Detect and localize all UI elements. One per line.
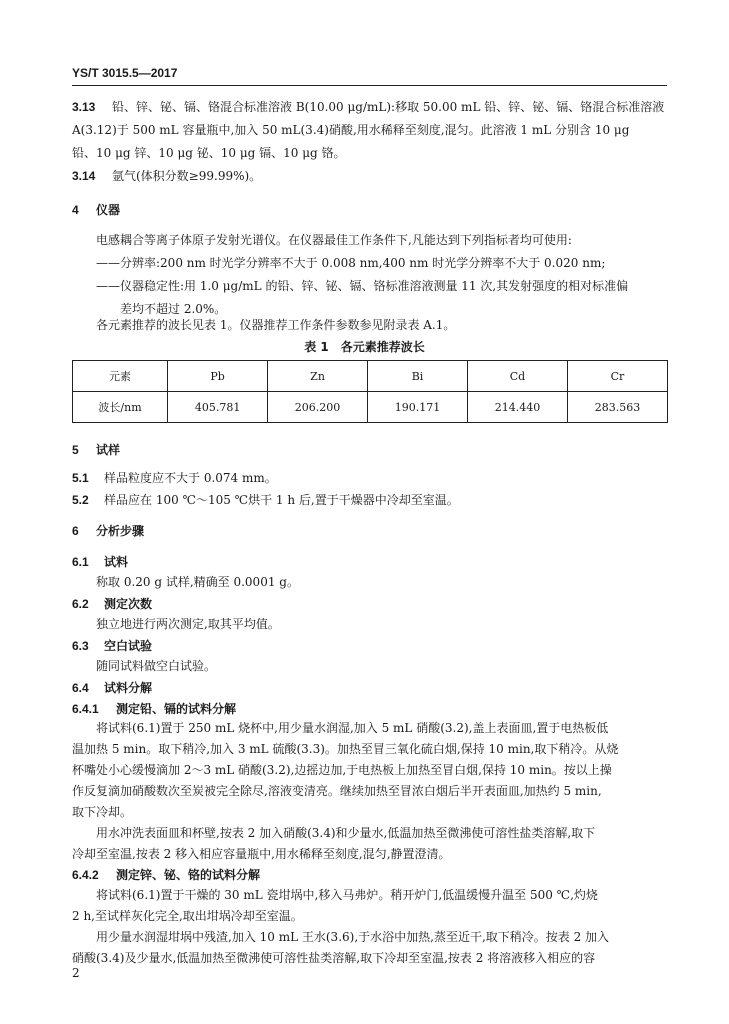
table-cell: Pb [168,361,268,392]
paragraph-1-line-5: 取下冷却。 [72,805,133,819]
clause-number: 6.3 [72,639,89,653]
section-4-line-3: ——仪器稳定性:用 1.0 μg/mL 的铅、锌、铋、镉、铬标准溶液测量 11 次,其发射强度的相对标准偏 [96,279,629,293]
clause-number: 6.4 [72,681,89,695]
paragraph-2-line-2: 冷却至室温,按表 2 移入相应容量瓶中,用水稀释至刻度,混匀,静置澄清。 [72,847,451,861]
clause-title: 空白试验 [104,639,153,653]
clause-6-4-1-heading [72,699,236,719]
table-cell: 283.563 [567,392,667,423]
clause-title: 测定锌、铋、铬的试料分解 [116,868,261,882]
section-title: 试样 [96,443,121,457]
clause-6-3-text: 随同试料做空白试验。 [96,659,217,673]
clause-number: 6.1 [72,555,89,569]
clause-title: 试料分解 [104,681,153,695]
clause-6-4-heading [72,678,152,698]
table-cell: 190.171 [368,392,468,423]
clause-3-13-line-3: 铅、10 μg 锌、10 μg 铋、10 μg 镉、10 μg 铬。 [72,146,346,160]
clause-number: 5.2 [72,493,89,507]
clause-3-13-line-2: A(3.12)于 500 mL 容量瓶中,加入 50 mL(3.4)硝酸,用水稀释至刻度,混匀。此溶液 1 mL 分别含 10 μg [72,123,630,137]
page-number: 2 [72,966,80,980]
paragraph-1-line-1: 将试料(6.1)置于 250 mL 烧杯中,用少量水润湿,加入 5 mL 硝酸(3.2),盖上表面皿,置于电热板低 [96,721,609,735]
section-4-line-5: 各元素推荐的波长见表 1。仪器推荐工作条件参数参见附录表 A.1。 [96,318,456,332]
clause-6-1-heading [72,552,128,572]
table-cell: Cr [567,361,667,392]
clause-number: 6.4.2 [72,868,99,882]
section-4-heading [72,200,120,220]
clause-text: 样品粒度应不大于 0.074 mm。 [104,471,277,485]
section-4-line-1: 电感耦合等离子体原子发射光谱仪。在仪器最佳工作条件下,凡能达到下列指标者均可使用: [96,233,572,247]
section-number: 6 [72,524,79,538]
paragraph-4-line-2: 硝酸(3.4)及少量水,低温加热至微沸使可溶性盐类溶解,取下冷却至室温,按表 2 将溶液移入相应的容 [72,951,596,965]
paragraph-3-line-2: 2 h,至试样灰化完全,取出坩埚冷却至室温。 [72,909,303,923]
table-cell: 206.200 [268,392,368,423]
clause-number: 3.13 [72,100,96,114]
section-number: 4 [72,203,79,217]
table-cell: 波长/nm [73,392,168,423]
clause-6-2-text: 独立地进行两次测定,取其平均值。 [96,617,280,631]
clause-number: 6.4.1 [72,702,99,716]
table-row [73,392,668,423]
table-cell: 元素 [73,361,168,392]
table-cell: Bi [368,361,468,392]
clause-5-2 [72,490,459,510]
clause-text: 样品应在 100 ℃～105 ℃烘干 1 h 后,置于干燥器中冷却至室温。 [104,493,459,507]
table-cell: 405.781 [168,392,268,423]
section-number: 5 [72,443,79,457]
clause-text: 氩气(体积分数≥99.99%)。 [112,169,262,183]
section-6-heading [72,521,144,541]
table-cell: 214.440 [468,392,568,423]
clause-3-14 [72,166,261,186]
table-cell: Cd [468,361,568,392]
clause-number: 6.2 [72,597,89,611]
clause-6-3-heading [72,636,152,656]
table-header-row [73,361,668,392]
clause-title: 测定次数 [104,597,153,611]
table-1 [72,360,668,423]
table-cell: Zn [268,361,368,392]
table-1-caption: 表 1 各元素推荐波长 [304,340,425,354]
section-4-line-4: 差均不超过 2.0%。 [120,302,227,316]
paragraph-1-line-2: 温加热 5 min。取下稍冷,加入 3 mL 硫酸(3.3)。加热至冒三氧化硫白烟,保持 10 min,取下稍冷。从烧 [72,742,619,756]
clause-5-1 [72,468,277,488]
standard-number: YS/T 3015.5—2017 [72,66,178,80]
paragraph-4-line-1: 用少量水润湿坩埚中残渣,加入 10 mL 王水(3.6),于水浴中加热,蒸至近干,取下稍冷。按表 2 加入 [96,930,610,944]
clause-6-1-text: 称取 0.20 g 试样,精确至 0.0001 g。 [96,575,299,589]
section-title: 仪器 [96,203,121,217]
clause-6-4-2-heading [72,865,260,885]
clause-title: 试料 [104,555,129,569]
clause-number: 5.1 [72,471,89,485]
paragraph-1-line-3: 杯嘴处小心缓慢滴加 2～3 mL 硝酸(3.2),边摇边加,于电热板上加热至冒白烟,保持 10 min。按以上操 [72,763,612,777]
clause-title: 测定铅、镉的试料分解 [116,702,237,716]
paragraph-3-line-1: 将试料(6.1)置于干燥的 30 mL 瓷坩埚中,移入马弗炉。稍开炉门,低温缓慢升温至 500 ℃,灼烧 [96,888,598,902]
paragraph-1-line-4: 作反复滴加硝酸数次至炭被完全除尽,溶液变清亮。继续加热至冒浓白烟后半开表面皿,加热约 5 min, [72,784,602,798]
section-4-line-2: ——分辨率:200 nm 时光学分辨率不大于 0.008 nm,400 nm 时光学分辨率不大于 0.020 nm; [96,256,606,270]
paragraph-2-line-1: 用水冲洗表面皿和杯壁,按表 2 加入硝酸(3.4)和少量水,低温加热至微沸使可溶性盐类溶解,取下 [96,826,596,840]
section-title: 分析步骤 [96,524,145,538]
clause-6-2-heading [72,594,152,614]
clause-text: 铅、锌、铋、镉、铬混合标准溶液 B(10.00 μg/mL):移取 50.00 mL 铅、锌、铋、镉、铬混合标准溶液 [112,100,665,114]
clause-number: 3.14 [72,169,96,183]
clause-3-13-line-1 [72,97,664,117]
header-rule [72,85,667,86]
section-5-heading [72,440,120,460]
